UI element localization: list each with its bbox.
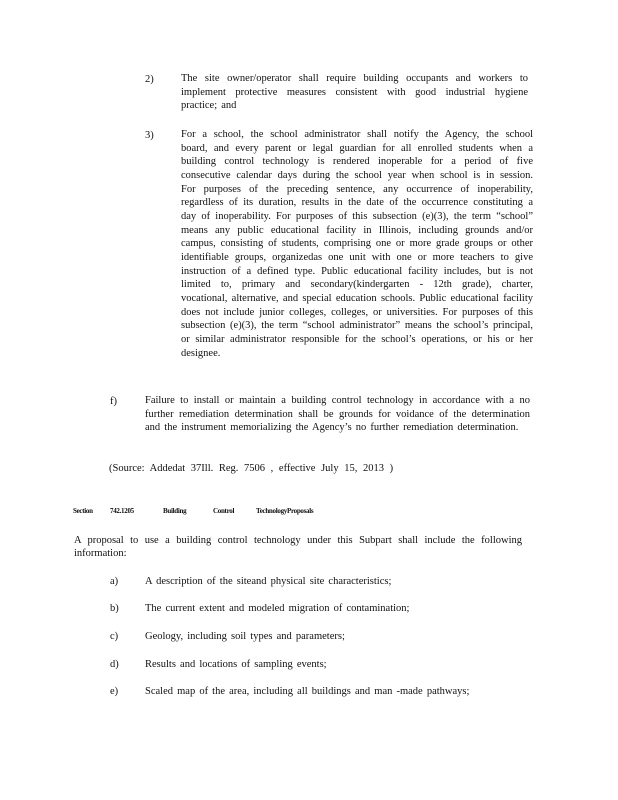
item-text: The site owner/operator shall require building occupants and workers to implement protective measures consistent with good industrial hygiene practice; and [181,73,528,112]
list-item-text: Scaled map of the area, including all buildings and man -made pathways; [145,686,470,697]
section-title-word: Control [213,507,235,515]
item-label: 2) [145,74,154,85]
list-item-label: a) [110,576,119,587]
section-title-word: TechnologyProposals [256,507,314,515]
list-item-label: d) [110,659,119,670]
section-number: 742.1205 [110,507,134,515]
list-item-label: e) [110,686,119,697]
list-item-text: The current extent and modeled migration of contamination; [145,603,410,614]
item-text: Failure to install or maintain a building control technology in accordance with a no further remediation determination shall be grounds for voidance of the determination and the instrument memorializing the Agency’s no further remediation determination. [145,395,530,434]
list-item-label: c) [110,631,119,642]
list-item-text: A description of the siteand physical site characteristics; [145,576,392,587]
item-label: 3) [145,130,154,141]
list-item-text: Geology, including soil types and parameters; [145,631,345,642]
item-text: For a school, the school administrator shall notify the Agency, the school board, and every parent or legal guardian for all enrolled students when a building control technology is rendered inoperable for a period of five consecutive calendar days during the school year when school is in session. For purposes of the preceding sentence, any occurrence of inoperability, regardless of its duration, results in the date of the occurrence constituting a day of inoperability. For purposes of this subsection (e)(3), the term “school” means any public educational facility in Illinois, including grounds and/or campus, consisting of students, comprising one or more grade groups or other identifiable groups, organizedas one unit with one or more teachers to give instruction of a defined type. Public educational facility includes, but is not limited to, primary and secondary(kindergarten - 12th grade), charter, vocational, alternative, and special education schools. Public educational facility does not include junior colleges, colleges, or universities. For purposes of this subsection (e)(3), the term “school administrator” means the school’s principal, or similar administrator responsible for the school’s operations, or his or her designee. [181,129,533,359]
section-title-word: Building [163,507,187,515]
source-note: (Source: Addedat 37Ill. Reg. 7506 , effective July 15, 2013 ) [109,463,394,474]
section-label: Section [73,507,93,515]
list-item-text: Results and locations of sampling events; [145,659,327,670]
item-label: f) [110,396,117,407]
intro-paragraph: A proposal to use a building control technology under this Subpart shall include the following information: [74,535,522,559]
list-item-label: b) [110,603,119,614]
